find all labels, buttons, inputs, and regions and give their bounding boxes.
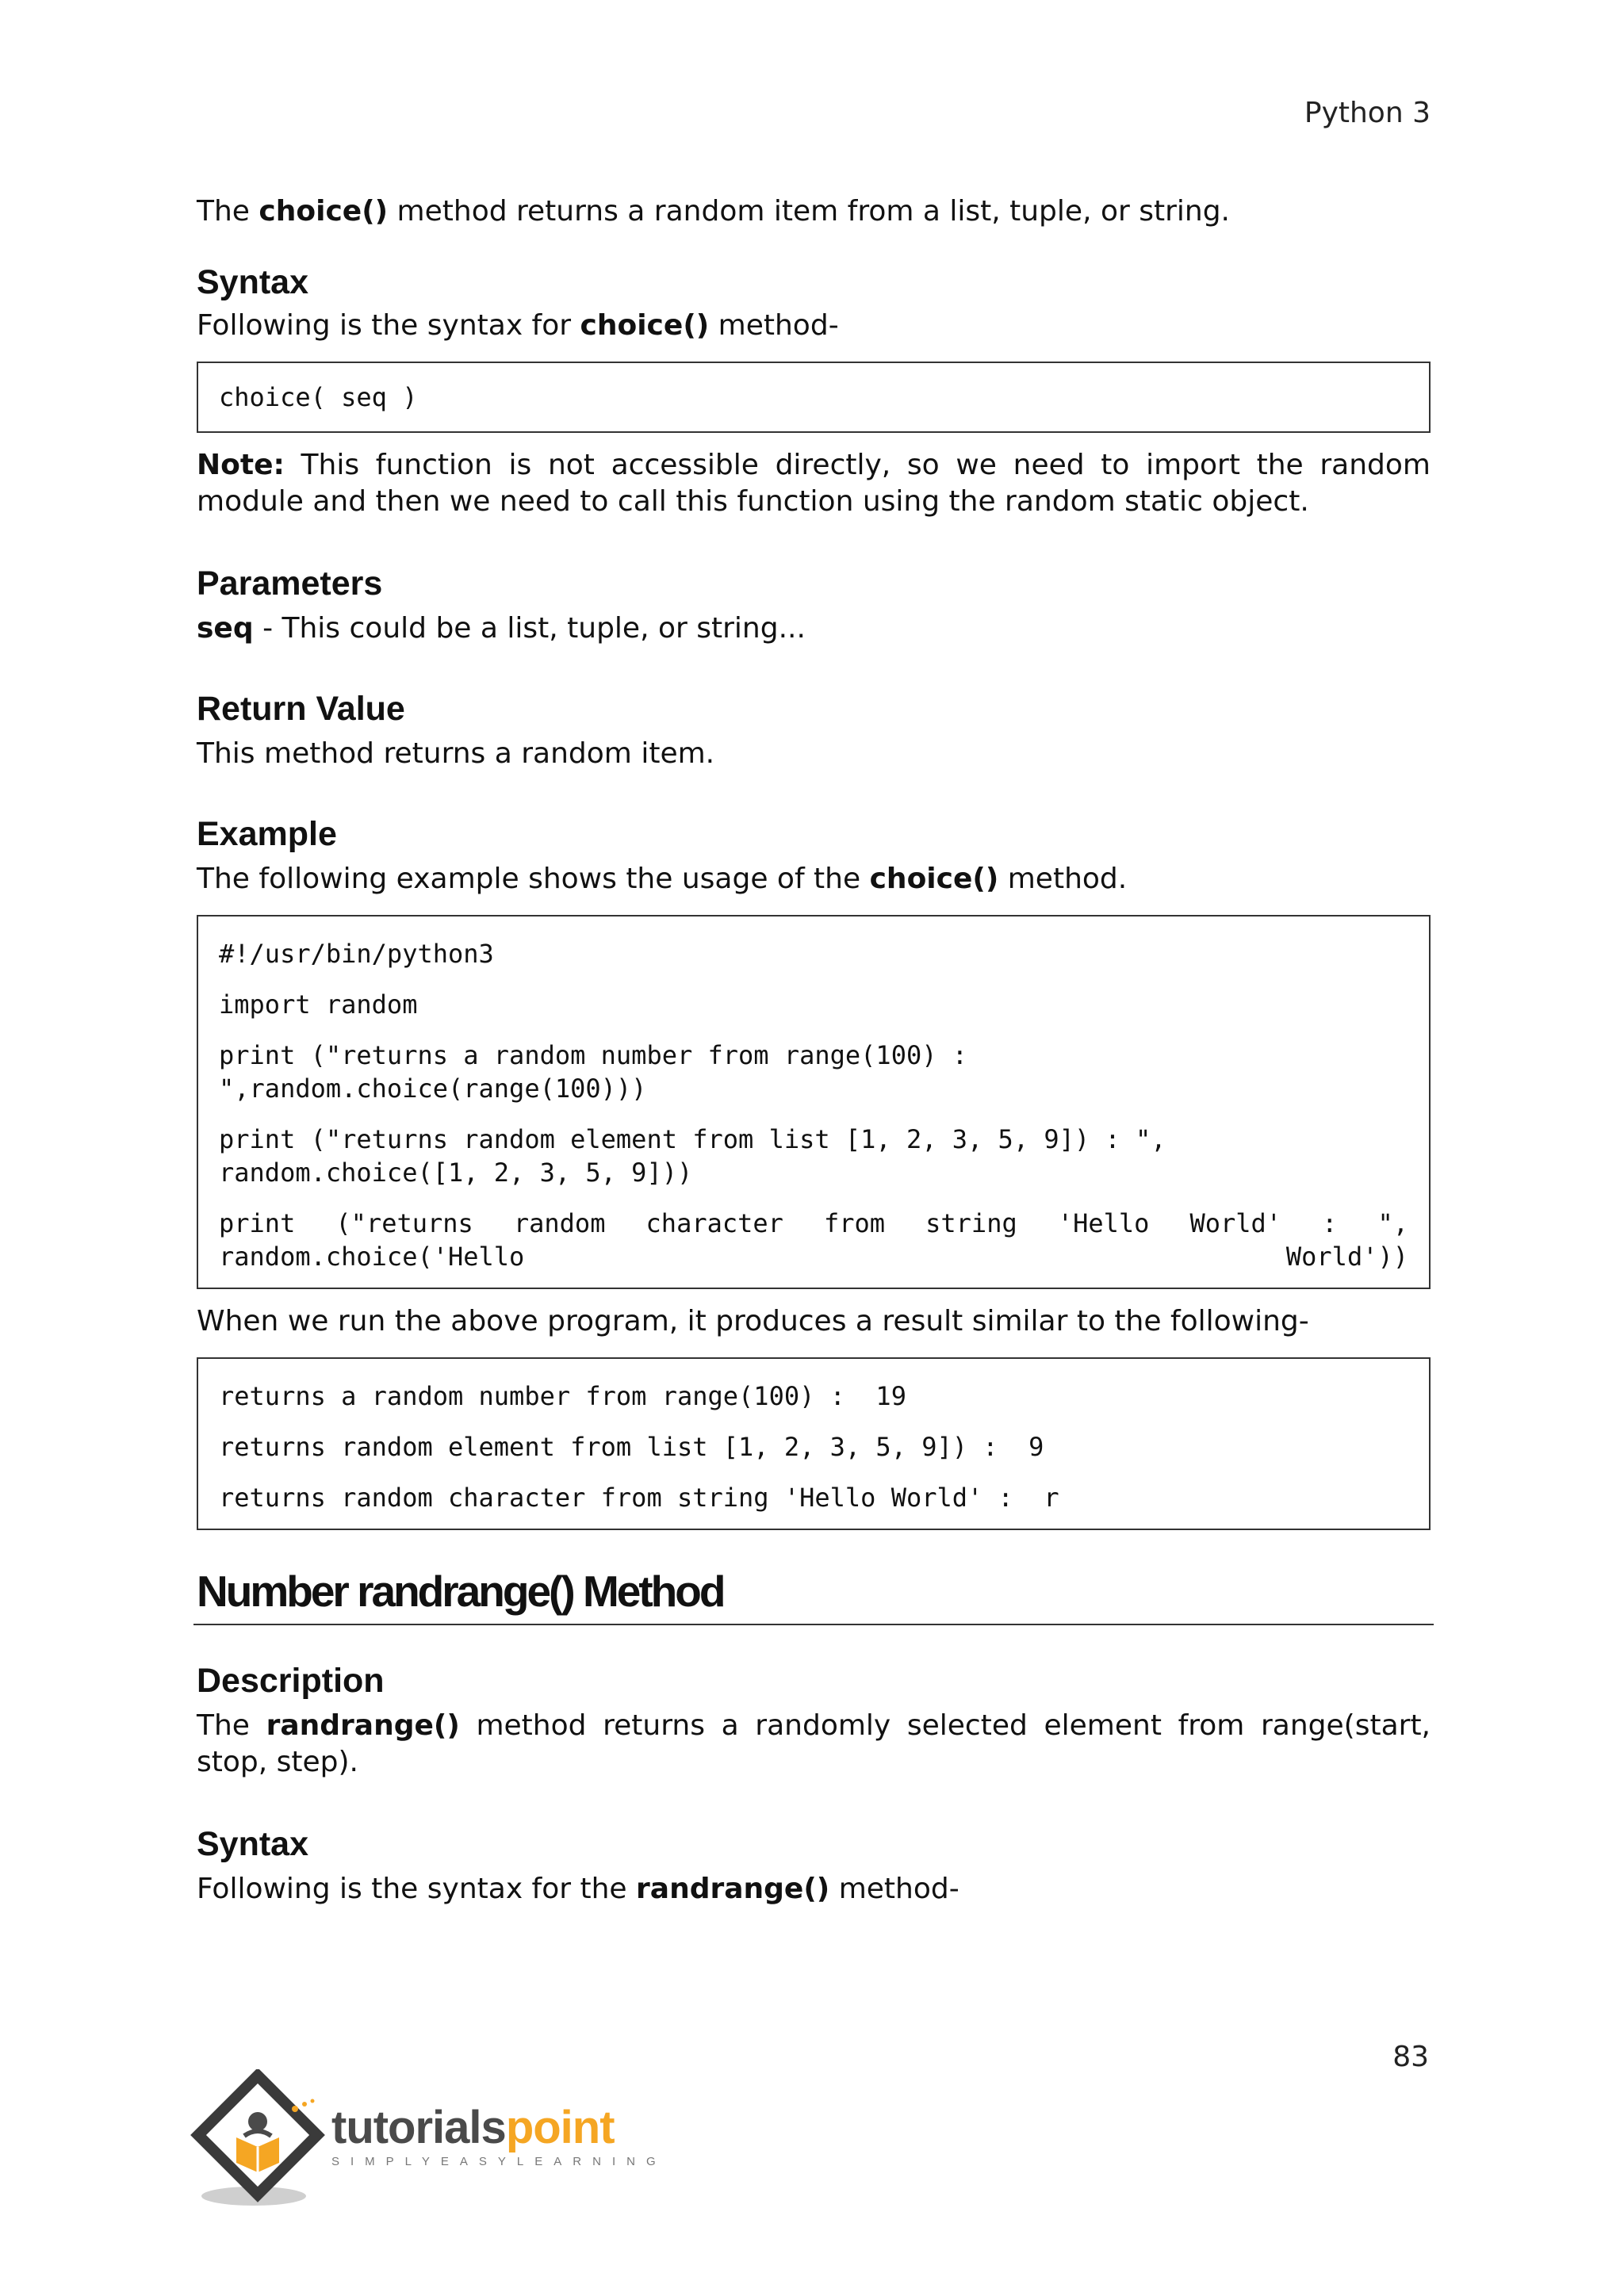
output-line: returns random element from list [1, 2, 3, 5, 9]) : 9 xyxy=(219,1432,1044,1462)
randrange-section-title: Number randrange() Method xyxy=(193,1563,1434,1625)
logo-name-part-1: tutorials xyxy=(331,2102,506,2153)
page-number: 83 xyxy=(1392,2041,1429,2073)
desc-text-pre: The xyxy=(197,1709,266,1742)
parameter-name: seq xyxy=(197,612,254,645)
return-value-heading: Return Value xyxy=(197,690,405,728)
logo-name xyxy=(331,2103,667,2153)
randrange-syntax-text-post: method- xyxy=(829,1873,959,1905)
note-paragraph xyxy=(197,447,1431,520)
syntax-heading: Syntax xyxy=(197,263,309,301)
syntax-description xyxy=(197,308,1431,344)
example-text-pre: The following example shows the usage of the xyxy=(197,863,870,895)
example-text-post: method. xyxy=(998,863,1128,895)
code-line: print ("returns a random number from range(100) : ",random.choice(range(100))) xyxy=(219,1040,983,1104)
output-box xyxy=(197,1357,1431,1530)
parameters-heading: Parameters xyxy=(197,564,383,603)
output-line: returns random character from string 'Hello World' : r xyxy=(219,1483,1059,1513)
page-header-title: Python 3 xyxy=(1304,97,1431,129)
code-line: import random xyxy=(219,989,418,1020)
parameters-description xyxy=(197,610,1431,647)
code-line: #!/usr/bin/python3 xyxy=(219,939,494,969)
logo-wordmark xyxy=(331,2103,667,2168)
logo-tagline: SIMPLYEASYLEARNING xyxy=(331,2155,667,2168)
tutorialspoint-logo xyxy=(190,2069,666,2220)
note-text: This function is not accessible directly, so we need to import the random module and then we need to call this function using the random static object. xyxy=(197,449,1431,518)
randrange-syntax-description xyxy=(197,1871,1431,1908)
randrange-syntax-method-name: randrange() xyxy=(636,1873,830,1905)
code-line: print ("returns random element from list [1, 2, 3, 5, 9]) : ", random.choice([1, 2, 3, 5, 9])) xyxy=(219,1124,1182,1188)
example-code-box xyxy=(197,915,1431,1289)
intro-text-post: method returns a random item from a list, tuple, or string. xyxy=(388,195,1231,228)
intro-text-pre: The xyxy=(197,195,259,228)
return-value-text: This method returns a random item. xyxy=(197,737,715,770)
syntax-method-name: choice() xyxy=(580,309,710,342)
example-description xyxy=(197,861,1431,897)
intro-method-name: choice() xyxy=(259,195,389,228)
desc-method-name: randrange() xyxy=(266,1709,460,1742)
randrange-syntax-heading: Syntax xyxy=(197,1825,309,1863)
syntax-text-post: method- xyxy=(709,309,839,342)
randrange-description xyxy=(197,1708,1431,1781)
syntax-code-box xyxy=(197,362,1431,433)
main-content xyxy=(197,190,1431,1908)
parameter-desc: - This could be a list, tuple, or string... xyxy=(253,612,806,645)
syntax-text-pre: Following is the syntax for xyxy=(197,309,580,342)
example-heading: Example xyxy=(197,815,337,853)
note-label: Note: xyxy=(197,449,285,481)
desc-text-post: method returns a randomly selected element from range(start, stop, step). xyxy=(197,1709,1431,1778)
example-method-name: choice() xyxy=(869,863,999,895)
result-intro: When we run the above program, it produces a result similar to the following- xyxy=(197,1305,1309,1337)
code-line: print ("returns random character from string 'Hello World' : ", random.choice('Hello World')) xyxy=(219,1208,1424,1272)
syntax-code-line: choice( seq ) xyxy=(219,382,418,412)
choice-intro xyxy=(197,193,1431,230)
logo-name-part-2: point xyxy=(505,2102,615,2153)
randrange-syntax-text-pre: Following is the syntax for the xyxy=(197,1873,637,1905)
description-heading: Description xyxy=(197,1662,385,1700)
output-line: returns a random number from range(100) : 19 xyxy=(219,1381,906,1411)
